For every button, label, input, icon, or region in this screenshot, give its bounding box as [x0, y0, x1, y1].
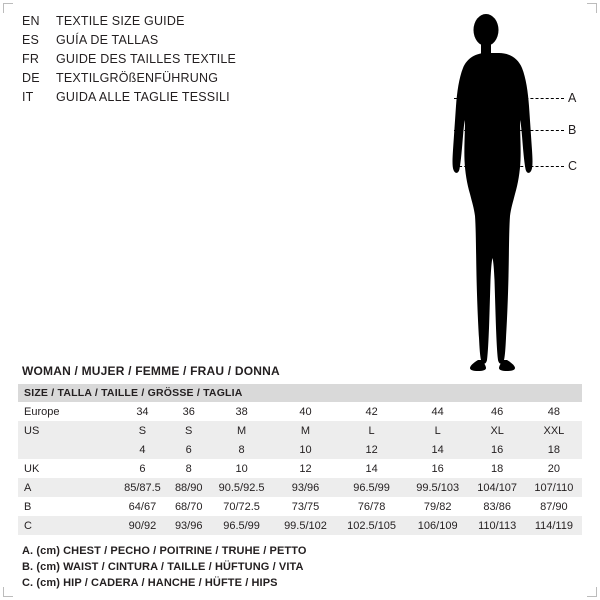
language-title: TEXTILE SIZE GUIDE: [56, 14, 185, 28]
cell: 46: [469, 402, 526, 421]
cell: 4: [116, 440, 169, 459]
cell: S: [116, 421, 169, 440]
row-label: UK: [18, 459, 116, 478]
cell: 88/90: [169, 478, 209, 497]
woman-silhouette-icon: [420, 8, 590, 378]
language-row: [22, 33, 352, 52]
measure-label-b: B: [568, 123, 577, 137]
cell: L: [336, 421, 407, 440]
table-row: [18, 421, 582, 440]
language-code: EN: [22, 14, 40, 28]
cell: 10: [209, 459, 275, 478]
cell: 96.5/99: [209, 516, 275, 535]
cell: 16: [407, 459, 469, 478]
cell: 106/109: [407, 516, 469, 535]
measure-line-a: [454, 98, 564, 99]
cell: 36: [169, 402, 209, 421]
cell: 90.5/92.5: [209, 478, 275, 497]
cell: XL: [469, 421, 526, 440]
footnote-a: A. (cm) CHEST / PECHO / POITRINE / TRUHE / PETTO: [22, 545, 307, 557]
language-row: [22, 90, 352, 109]
cell: 38: [209, 402, 275, 421]
language-row: [22, 14, 352, 33]
row-label: Europe: [18, 402, 116, 421]
cell: 34: [116, 402, 169, 421]
row-label: US: [18, 421, 116, 440]
table-row: [18, 440, 582, 459]
cell: 40: [275, 402, 337, 421]
language-title: GUIDE DES TAILLES TEXTILE: [56, 52, 237, 66]
measure-label-a: A: [568, 91, 577, 105]
measure-line-b: [454, 130, 564, 131]
row-label: C: [18, 516, 116, 535]
language-title: GUIDA ALLE TAGLIE TESSILI: [56, 90, 230, 104]
cell: 90/92: [116, 516, 169, 535]
cell: 10: [275, 440, 337, 459]
table-row: [18, 516, 582, 535]
table-header-label: SIZE / TALLA / TAILLE / GRÖSSE / TAGLIA: [18, 384, 582, 402]
table-row: [18, 402, 582, 421]
cell: 20: [526, 459, 582, 478]
cell: 99.5/102: [275, 516, 337, 535]
table-row: [18, 478, 582, 497]
cell: 73/75: [275, 497, 337, 516]
cell: 16: [469, 440, 526, 459]
measurement-diagram: [420, 8, 590, 378]
cell: 8: [169, 459, 209, 478]
cell: 107/110: [526, 478, 582, 497]
footnote-c: C. (cm) HIP / CADERA / HANCHE / HÜFTE / HIPS: [22, 577, 278, 589]
footnote-list: [22, 543, 542, 591]
language-code: IT: [22, 90, 34, 104]
cell: 70/72.5: [209, 497, 275, 516]
cell: 87/90: [526, 497, 582, 516]
cell: 110/113: [469, 516, 526, 535]
cell: M: [275, 421, 337, 440]
language-header-list: [22, 14, 352, 109]
cell: 18: [526, 440, 582, 459]
row-label: B: [18, 497, 116, 516]
cell: S: [169, 421, 209, 440]
cell: 48: [526, 402, 582, 421]
row-label: [18, 440, 116, 459]
cell: 6: [116, 459, 169, 478]
cell: 44: [407, 402, 469, 421]
table-header-row: [18, 384, 582, 402]
corner-mark-bottom-left: [3, 587, 13, 597]
cell: 14: [336, 459, 407, 478]
cell: 14: [407, 440, 469, 459]
cell: 64/67: [116, 497, 169, 516]
table-row: [18, 459, 582, 478]
language-row: [22, 71, 352, 90]
section-title: WOMAN / MUJER / FEMME / FRAU / DONNA: [22, 364, 280, 378]
footnote-b: B. (cm) WAIST / CINTURA / TAILLE / HÜFTUNG / VITA: [22, 561, 304, 573]
cell: XXL: [526, 421, 582, 440]
measure-label-c: C: [568, 159, 578, 173]
cell: 83/86: [469, 497, 526, 516]
cell: 96.5/99: [336, 478, 407, 497]
cell: 12: [336, 440, 407, 459]
cell: 6: [169, 440, 209, 459]
corner-mark-top-left: [3, 3, 13, 13]
language-title: TEXTILGRÖßENFÜHRUNG: [56, 71, 219, 85]
cell: 104/107: [469, 478, 526, 497]
cell: 12: [275, 459, 337, 478]
cell: 42: [336, 402, 407, 421]
cell: 114/119: [526, 516, 582, 535]
cell: 93/96: [275, 478, 337, 497]
cell: 68/70: [169, 497, 209, 516]
cell: 99.5/103: [407, 478, 469, 497]
cell: 8: [209, 440, 275, 459]
size-table: [18, 384, 582, 535]
table-row: [18, 497, 582, 516]
corner-mark-bottom-right: [587, 587, 597, 597]
cell: 102.5/105: [336, 516, 407, 535]
row-label: A: [18, 478, 116, 497]
cell: L: [407, 421, 469, 440]
language-row: [22, 52, 352, 71]
language-code: ES: [22, 33, 40, 47]
cell: 76/78: [336, 497, 407, 516]
measure-line-c: [454, 166, 564, 167]
cell: 85/87.5: [116, 478, 169, 497]
cell: 93/96: [169, 516, 209, 535]
cell: 18: [469, 459, 526, 478]
cell: M: [209, 421, 275, 440]
language-title: GUÍA DE TALLAS: [56, 33, 159, 47]
cell: 79/82: [407, 497, 469, 516]
language-code: FR: [22, 52, 40, 66]
language-code: DE: [22, 71, 40, 85]
